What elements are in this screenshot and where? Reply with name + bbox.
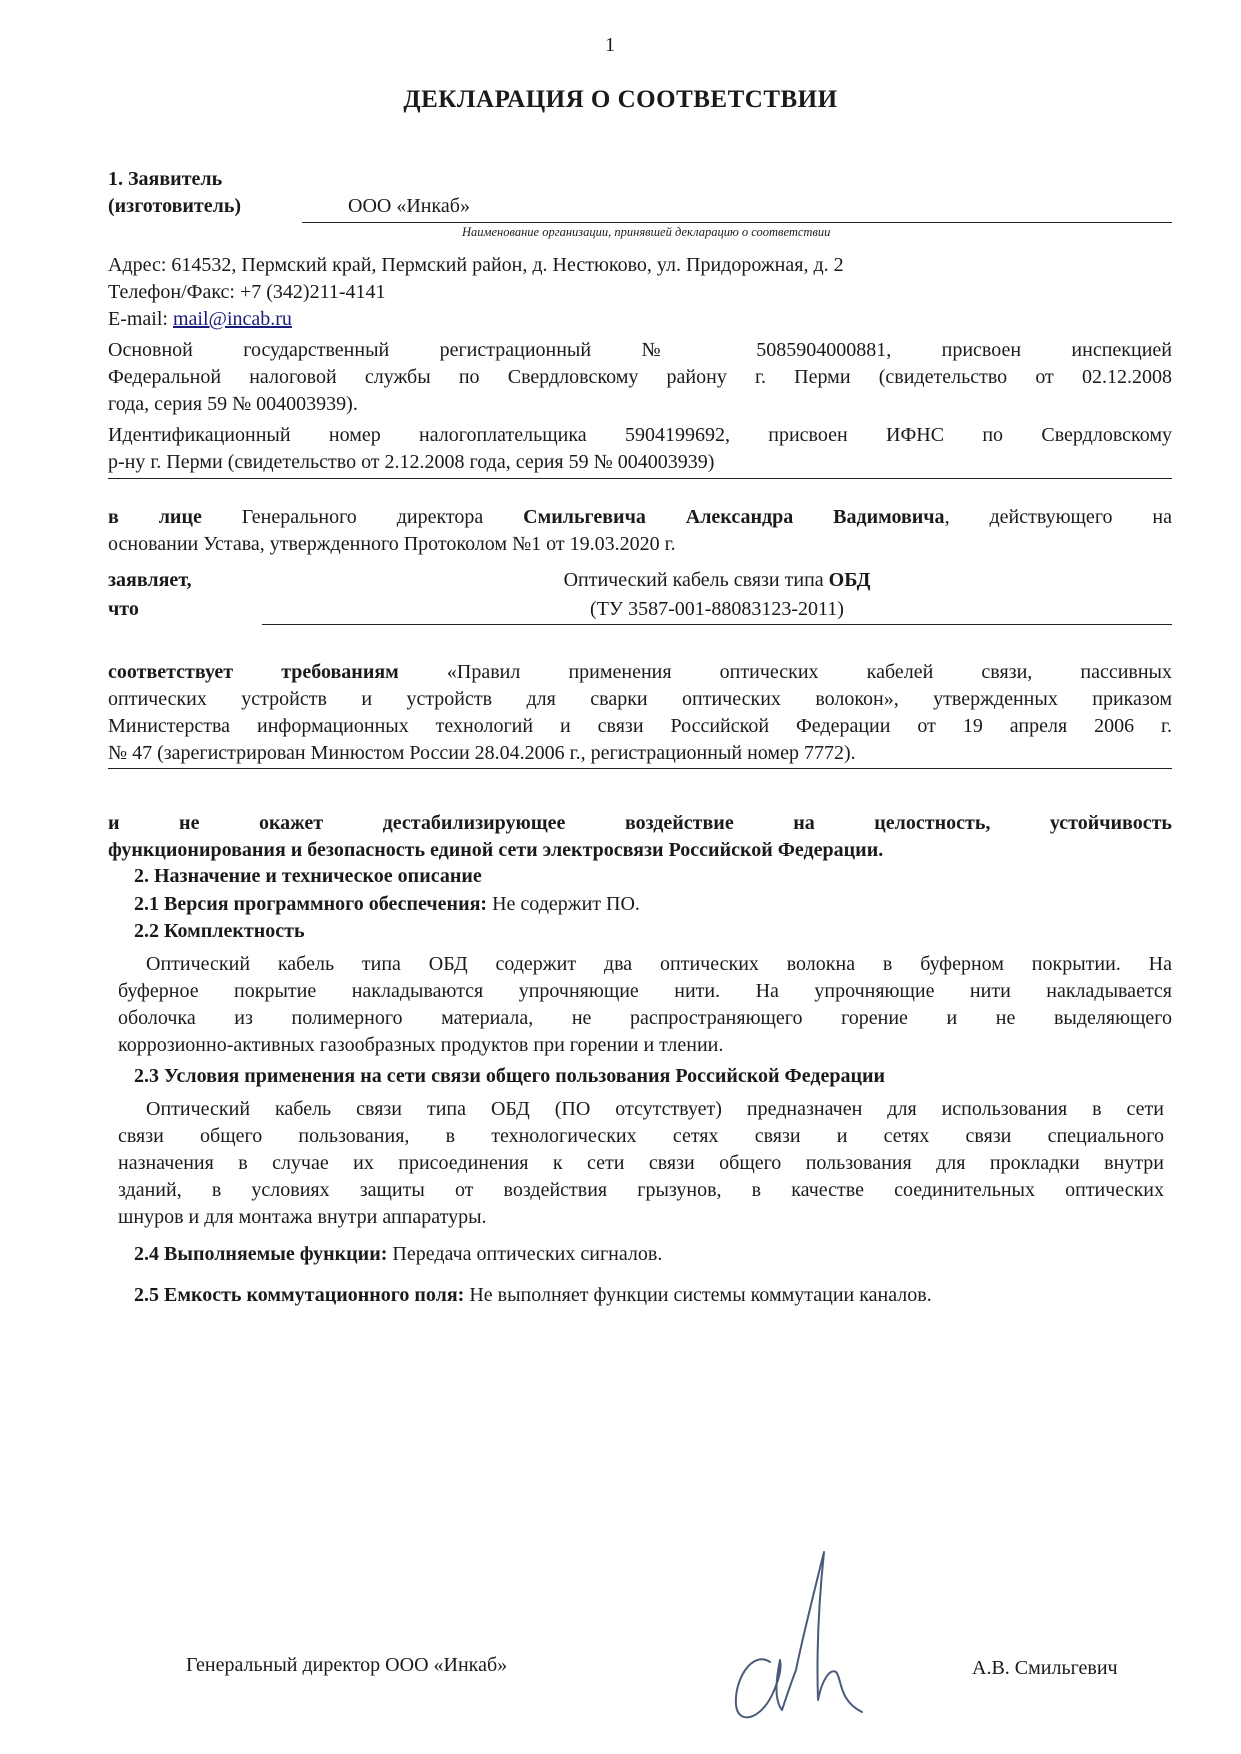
ogrn-line3: года, серия 59 № 004003939).: [108, 393, 358, 415]
applicant-address: Адрес: 614532, Пермский край, Пермский район, д. Нестюково, ул. Придорожная, д. 2: [108, 254, 844, 276]
product-underline: [262, 624, 1172, 625]
section-2-1-value: Не содержит ПО.: [487, 893, 640, 915]
representative-line1: [108, 504, 1172, 531]
applicant-label-line1: 1. Заявитель: [108, 168, 223, 190]
compliance-line1-rest: «Правил применения оптических кабелей связи, пассивных: [398, 661, 1172, 683]
ogrn-line2: Федеральной налоговой службы по Свердловскому району г. Перми (свидетельство от 02.12.2008: [108, 366, 1172, 388]
product-prefix: Оптический кабель связи типа: [563, 569, 829, 591]
applicant-name: ООО «Инкаб»: [348, 195, 470, 217]
section-2-2-line1: Оптический кабель типа ОБД содержит два оптических волокна в буферном покрытии. На: [146, 953, 1172, 975]
section-2-2-line3: оболочка из полимерного материала, не распространяющего горение и не выделяющего: [118, 1007, 1172, 1029]
applicant-name-underline: [302, 222, 1172, 223]
signer-title: Генеральный директор ООО «Инкаб»: [186, 1654, 508, 1676]
representative-prefix: в лице: [108, 506, 202, 528]
document-title: ДЕКЛАРАЦИЯ О СООТВЕТСТВИИ: [403, 86, 838, 113]
representative-name: Смильгевича Александра Вадимовича: [523, 506, 945, 528]
section-2-2-title: 2.2 Комплектность: [134, 920, 305, 942]
section-2-3-line5: шнуров и для монтажа внутри аппаратуры.: [118, 1206, 487, 1228]
declares-label-line2: что: [108, 598, 139, 620]
section-2-4: [134, 1241, 662, 1268]
section-2-4-value: Передача оптических сигналов.: [387, 1243, 663, 1265]
applicant-label-line2: (изготовитель): [108, 195, 242, 217]
signature-image: [712, 1530, 882, 1730]
applicant-phone: Телефон/Факс: +7 (342)211-4141: [108, 281, 386, 303]
inn-line1: Идентификационный номер налогоплательщика 5904199692, присвоен ИФНС по Свердловскому: [108, 424, 1172, 446]
compliance-bold-prefix: соответствует требованиям: [108, 661, 399, 683]
section-2-2-line4: коррозионно-активных газообразных продуктов при горении и тлении.: [118, 1034, 724, 1056]
applicant-email-row: [108, 306, 292, 333]
section-2-5-label: 2.5 Емкость коммутационного поля:: [134, 1284, 465, 1306]
product-spec: (ТУ 3587-001-88083123-2011): [590, 598, 844, 620]
section-2-5-value: Не выполняет функции системы коммутации каналов.: [464, 1284, 932, 1306]
email-link[interactable]: mail@incab.ru: [172, 308, 292, 330]
email-prefix: E-mail:: [108, 308, 173, 330]
product-type: ОБД: [828, 569, 871, 591]
ogrn-line1: Основной государственный регистрационный № 5085904000881, присвоен инспекцией: [108, 339, 1172, 361]
section-2-2-line2: буферное покрытие накладываются упрочняющие нити. На упрочняющие нити накладывается: [118, 980, 1172, 1002]
section-2-title: 2. Назначение и техническое описание: [134, 865, 482, 887]
compliance-line2: оптических устройств и устройств для сварки оптических волокон», утвержденных приказом: [108, 688, 1172, 710]
compliance-line4: № 47 (зарегистрирован Минюстом России 28.04.2006 г., регистрационный номер 7772).: [108, 742, 856, 764]
section-2-5: [134, 1282, 932, 1309]
section-2-3-title: 2.3 Условия применения на сети связи общего пользования Российской Федерации: [134, 1065, 886, 1087]
section-2-3-line4: зданий, в условиях защиты от воздействия грызунов, в качестве соединительных оптических: [118, 1179, 1164, 1201]
section-2-1: [134, 891, 640, 918]
compliance-rule: [108, 768, 1172, 769]
product-name: [262, 567, 1172, 594]
applicant-section-rule: [108, 478, 1172, 479]
compliance-line3: Министерства информационных технологий и связи Российской Федерации от 19 апреля 2006 г.: [108, 715, 1172, 737]
section-2-3-line2: связи общего пользования, в технологических сетях связи и сетях связи специального: [118, 1125, 1164, 1147]
stability-line1: и не окажет дестабилизирующее воздействие на целостность, устойчивость: [108, 812, 1172, 834]
signer-name: А.В. Смильгевич: [972, 1657, 1118, 1679]
representative-part2: , действующего на: [944, 506, 1172, 528]
section-2-4-label: 2.4 Выполняемые функции:: [134, 1243, 388, 1265]
representative-line2: основании Устава, утвержденного Протоколом №1 от 19.03.2020 г.: [108, 533, 676, 555]
section-2-3-line1: Оптический кабель связи типа ОБД (ПО отсутствует) предназначен для использования в сети: [146, 1098, 1164, 1120]
compliance-line1: [108, 659, 1172, 686]
stability-line2: функционирования и безопасность единой сети электросвязи Российской Федерации.: [108, 839, 884, 861]
section-2-3-line3: назначения в случае их присоединения к сети связи общего пользования для прокладки внутри: [118, 1152, 1164, 1174]
page-number: 1: [605, 34, 615, 56]
declares-label-line1: заявляет,: [108, 569, 192, 591]
representative-part1: Генерального директора: [201, 506, 524, 528]
inn-line2: р-ну г. Перми (свидетельство от 2.12.2008 года, серия 59 № 004003939): [108, 451, 715, 473]
applicant-name-caption: Наименование организации, принявшей декларацию о соответствии: [462, 225, 831, 239]
section-2-1-label: 2.1 Версия программного обеспечения:: [134, 893, 488, 915]
